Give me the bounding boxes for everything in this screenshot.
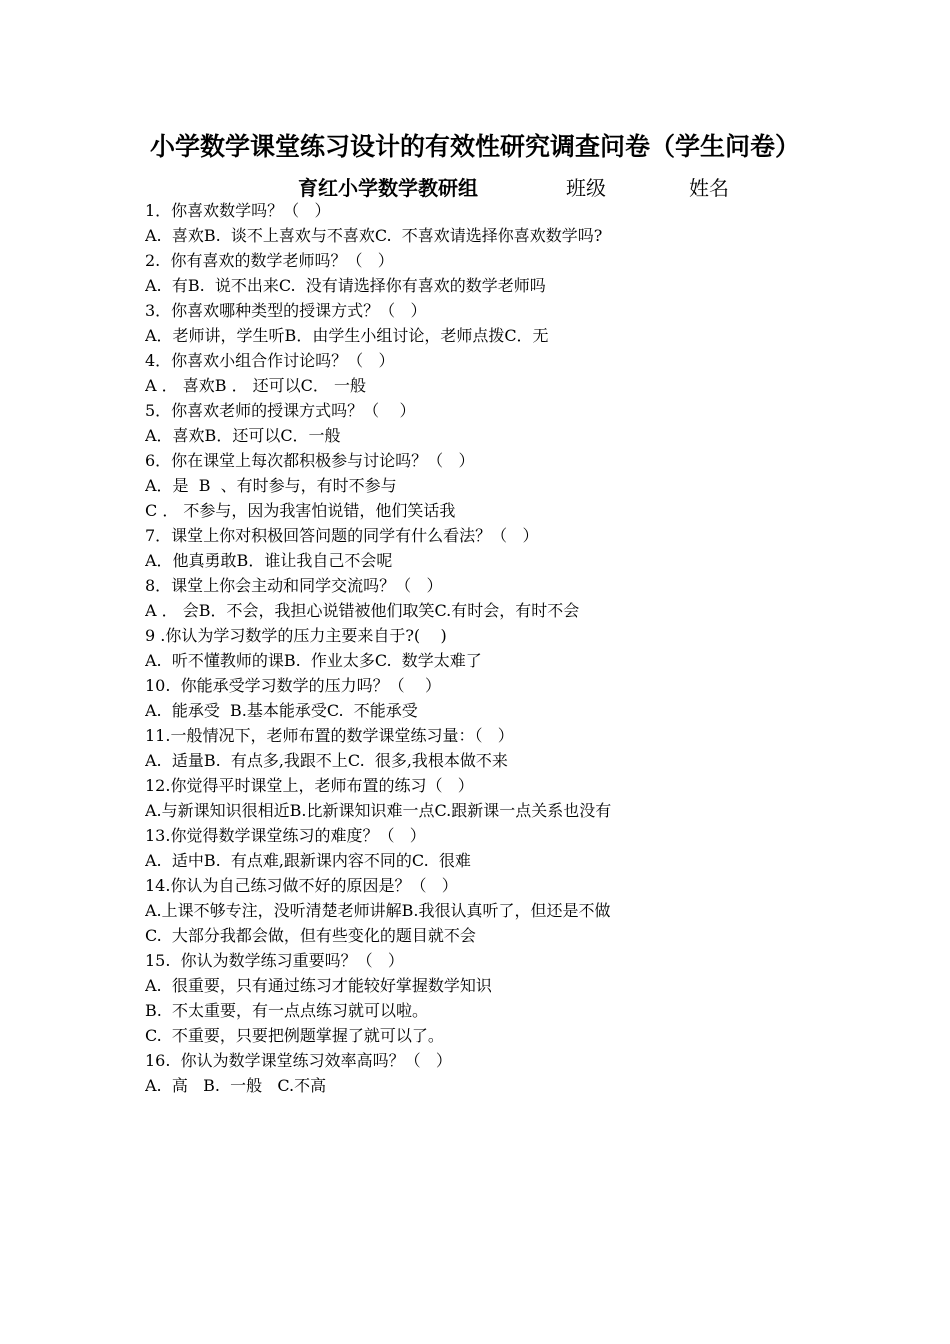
question-13-options: A. 适中B. 有点难,跟新课内容不同的C. 很难	[145, 851, 471, 870]
question-16: 16. 你认为数学课堂练习效率高吗？（ ）	[145, 1051, 452, 1070]
question-1: 1．你喜欢数学吗？（ ）	[145, 201, 331, 220]
question-11: 11.一般情况下，老师布置的数学课堂练习量：（ ）	[145, 726, 514, 745]
question-6-options: A．是 B 、有时参与，有时不参与	[145, 476, 397, 495]
question-4: 4．你喜欢小组合作讨论吗？（ ）	[145, 351, 395, 370]
question-12-options: A.与新课知识很相近B.比新课知识难一点C.跟新课一点关系也没有	[145, 801, 612, 820]
question-7-options: A．他真勇敢B．谁让我自己不会呢	[145, 551, 393, 570]
question-14: 14.你认为自己练习做不好的原因是？（ ）	[145, 876, 458, 895]
question-2-options: A. 有B. 说不出来C. 没有请选择你有喜欢的数学老师吗	[145, 276, 546, 295]
question-9-options: A. 听不懂教师的课B. 作业太多C. 数学太难了	[145, 651, 482, 670]
question-10-options: A. 能承受 B.基本能承受C. 不能承受	[145, 701, 418, 720]
question-8: 8．课堂上你会主动和同学交流吗？（ ）	[145, 576, 443, 595]
question-8-options: A ． 会B．不会，我担心说错被他们取笑C.有时会，有时不会	[145, 601, 580, 620]
question-11-options: A. 适量B. 有点多,我跟不上C. 很多,我根本做不来	[145, 751, 508, 770]
question-15-option-b: B. 不太重要，有一点点练习就可以啦。	[145, 1001, 429, 1020]
name-label: 姓名	[689, 176, 729, 200]
question-10: 10. 你能承受学习数学的压力吗？（ ）	[145, 676, 441, 695]
question-15: 15. 你认为数学练习重要吗？（ ）	[145, 951, 404, 970]
question-5: 5．你喜欢老师的授课方式吗？（ ）	[145, 401, 416, 420]
class-label: 班级	[566, 176, 606, 200]
question-16-options: A. 高 B. 一般 C.不高	[145, 1076, 327, 1095]
question-list	[145, 198, 845, 1098]
research-group-label: 育红小学数学教研组	[298, 176, 478, 200]
question-4-options: A ． 喜欢B ． 还可以C． 一般	[145, 376, 366, 395]
question-3-options: A．老师讲，学生听B．由学生小组讨论，老师点拨C．无	[145, 326, 549, 345]
question-2: 2. 你有喜欢的数学老师吗？（ ）	[145, 251, 394, 270]
question-7: 7．课堂上你对积极回答问题的同学有什么看法？（ ）	[145, 526, 539, 545]
question-15-option-a: A. 很重要，只有通过练习才能较好掌握数学知识	[145, 976, 492, 995]
question-13: 13.你觉得数学课堂练习的难度？（ ）	[145, 826, 426, 845]
question-14-options-continued: C. 大部分我都会做，但有些变化的题目就不会	[145, 926, 476, 945]
question-15-option-c: C. 不重要，只要把例题掌握了就可以了。	[145, 1026, 444, 1045]
page-title: 小学数学课堂练习设计的有效性研究调查问卷（学生问卷）	[149, 132, 800, 161]
question-14-options: A.上课不够专注，没听清楚老师讲解B.我很认真听了，但还是不做	[145, 901, 611, 920]
question-3: 3．你喜欢哪种类型的授课方式？（ ）	[145, 301, 427, 320]
question-9: 9 .你认为学习数学的压力主要来自于?( )	[145, 626, 447, 645]
question-1-options: A. 喜欢B. 谈不上喜欢与不喜欢C. 不喜欢请选择你喜欢数学吗?	[145, 226, 603, 245]
question-6: 6．你在课堂上每次都积极参与讨论吗？（ ）	[145, 451, 475, 470]
question-5-options: A．喜欢B．还可以C．一般	[145, 426, 341, 445]
question-6-options-continued: C ． 不参与，因为我害怕说错，他们笑话我	[145, 501, 456, 520]
question-12: 12.你觉得平时课堂上，老师布置的练习（ ）	[145, 776, 474, 795]
